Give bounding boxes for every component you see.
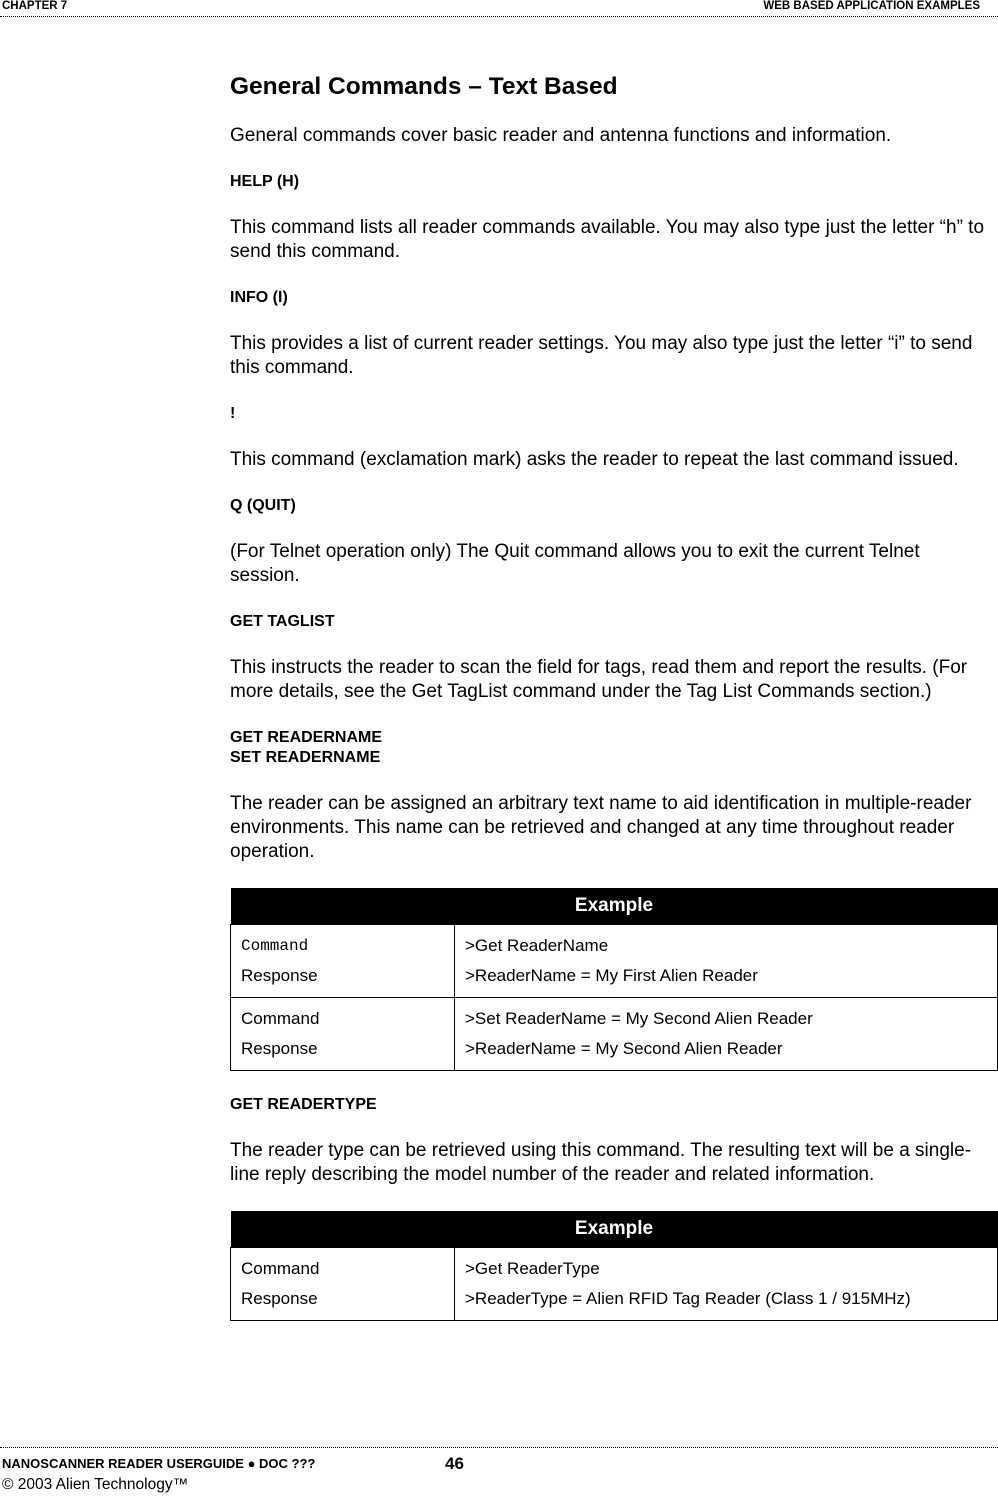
readertype-description: The reader type can be retrieved using this command. The resulting text will be a single-line reply describing the model number of the reader and related information. [230,1140,972,1185]
readername-description: The reader can be assigned an arbitrary text name to aid identification in multiple-reader environments. This name can be retrieved and changed at any time throughout reader operation. [230,793,972,862]
intro-text: General commands cover basic reader and antenna functions and information. [230,125,892,146]
section-label: WEB BASED APPLICATION EXAMPLES [763,0,980,12]
page-title: General Commands – Text Based [230,73,618,100]
set-readername-heading: SET READERNAME [230,749,381,766]
page-footer [0,1447,998,1493]
info-description: This provides a list of current reader settings. You may also type just the letter “i” to send this command. [230,333,973,378]
help-heading: HELP (H) [230,173,300,190]
page-number: 46 [445,1454,464,1473]
repeat-heading: ! [230,405,236,422]
row-command-value: >Get ReaderType [465,1259,600,1278]
table-title: Example [231,888,998,925]
table-row [231,1248,998,1321]
info-heading: INFO (I) [230,289,288,306]
readertype-example-table [230,1211,998,1321]
quit-description: (For Telnet operation only) The Quit command allows you to exit the current Telnet session. [230,541,920,586]
repeat-description: This command (exclamation mark) asks the reader to repeat the last command issued. [230,449,959,470]
table-row [231,998,998,1071]
row-label-command: Command [241,937,309,955]
help-description: This command lists all reader commands available. You may also type just the letter “h” to send this command. [230,217,985,262]
table-row [231,925,998,998]
table-title: Example [231,1211,998,1248]
readername-example-table [230,888,998,1071]
row-command-value: >Set ReaderName = My Second Alien Reader [465,1009,813,1028]
row-label-command: Command [241,1259,320,1278]
row-response-value: >ReaderName = My Second Alien Reader [465,1039,783,1058]
readertype-heading: GET READERTYPE [230,1096,377,1113]
row-response-value: >ReaderType = Alien RFID Tag Reader (Class 1 / 915MHz) [465,1289,911,1308]
copyright: © 2003 Alien Technology™ [2,1476,189,1493]
taglist-description: This instructs the reader to scan the field for tags, read them and report the results. (For more details, see the Get TagList command under the Tag List Commands section.) [230,657,968,702]
row-label-response: Response [241,966,318,985]
guide-label: NANOSCANNER READER USERGUIDE ● DOC ??? [2,1456,316,1471]
row-label-response: Response [241,1039,318,1058]
row-response-value: >ReaderName = My First Alien Reader [465,966,758,985]
get-readername-heading: GET READERNAME [230,729,383,746]
row-label-response: Response [241,1289,318,1308]
taglist-heading: GET TAGLIST [230,613,335,630]
main-content [230,72,990,1345]
quit-heading: Q (QUIT) [230,497,296,514]
row-label-command: Command [241,1009,320,1028]
page-header [0,0,998,17]
chapter-label: CHAPTER 7 [2,0,68,12]
row-command-value: >Get ReaderName [465,936,609,955]
